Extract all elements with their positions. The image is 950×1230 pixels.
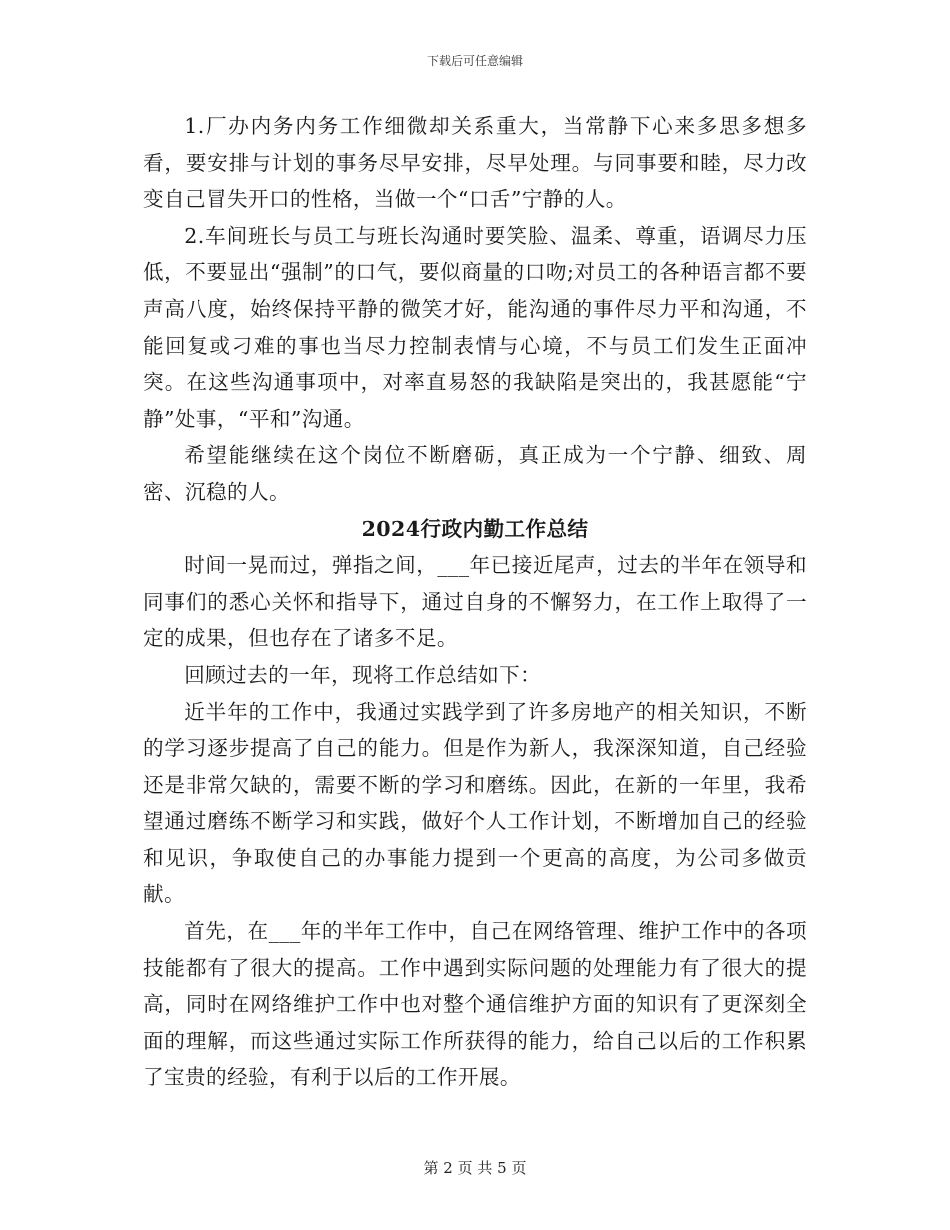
- paragraph-6: 近半年的工作中，我通过实践学到了许多房地产的相关知识，不断的学习逐步提高了自己的能力。但是作为新人，我深深知道，自己经验还是非常欠缺的，需要不断的学习和磨练。因此，在新的一年里，我希望通过磨练不断学习和实践，做好个人工作计划，不断增加自己的经验和见识，争取使自己的办事能力提到一个更高的高度，为公司多做贡献。: [143, 699, 807, 907]
- paragraph-2: 2.车间班长与员工与班长沟通时要笑脸、温柔、尊重，语调尽力压低，不要显出“强制”的口气，要似商量的口吻;对员工的各种语言都不要声高八度，始终保持平静的微笑才好，能沟通的事件尽力平和沟通，不能回复或刁难的事也当尽力控制表情与心境，不与员工们发生正面冲突。在这些沟通事项中，对率直易怒的我缺陷是突出的，我甚愿能“宁静”处事，“平和”沟通。: [143, 223, 807, 431]
- paragraph-3: 希望能继续在这个岗位不断磨砺，真正成为一个宁静、细致、周密、沉稳的人。: [143, 443, 807, 504]
- paragraph-1: 1.厂办内务内务工作细微却关系重大，当常静下心来多思多想多看，要安排与计划的事务尽早安排，尽早处理。与同事要和睦，尽力改变自己冒失开口的性格，当做一个“口舌”宁静的人。: [143, 114, 807, 212]
- paragraph-7: 首先，在___年的半年工作中，自己在网络管理、维护工作中的各项技能都有了很大的提高。工作中遇到实际问题的处理能力有了很大的提高，同时在网络维护工作中也对整个通信维护方面的知识有了更深刻全面的理解，而这些通过实际工作所获得的能力，给自己以后的工作积累了宝贵的经验，有利于以后的工作开展。: [143, 919, 807, 1090]
- section-title: 2024行政内勤工作总结: [361, 516, 589, 541]
- page-footer: 第 2 页 共 5 页: [423, 1159, 527, 1177]
- paragraph-4: 时间一晃而过，弹指之间，___年已接近尾声，过去的半年在领导和同事们的悉心关怀和指导下，通过自身的不懈努力，在工作上取得了一定的成果，但也存在了诸多不足。: [143, 553, 807, 651]
- page-header: 下载后可任意编辑: [426, 54, 523, 68]
- document-body: [143, 108, 807, 1096]
- paragraph-5: 回顾过去的一年，现将工作总结如下：: [184, 662, 542, 687]
